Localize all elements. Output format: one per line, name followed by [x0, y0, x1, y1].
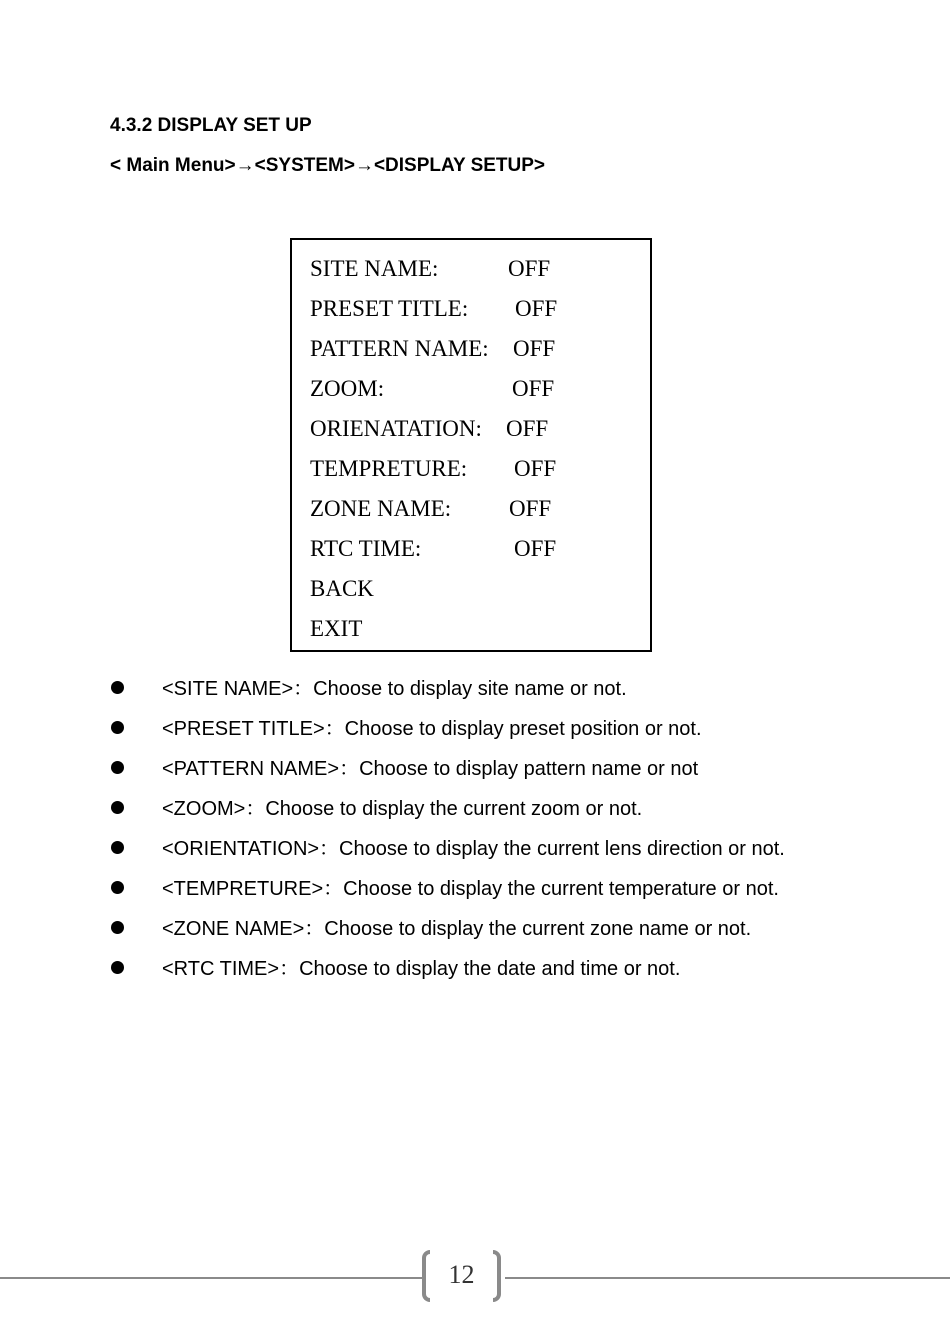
menu-item-label: ZOOM: — [310, 376, 385, 401]
menu-item-label: ZONE NAME: — [310, 496, 452, 521]
menu-item-label: RTC TIME: — [310, 536, 422, 561]
section-title: 4.3.2 DISPLAY SET UP — [110, 115, 312, 136]
menu-item-label: SITE NAME: — [310, 256, 439, 281]
list-item-text: <ZOOM>：Choose to display the current zoom or not. — [162, 798, 643, 820]
menu-item-label: TEMPRETURE: — [310, 456, 468, 481]
list-item — [0, 872, 950, 912]
menu-item-label: BACK — [310, 576, 374, 601]
menu-item-value: OFF — [514, 456, 557, 481]
page-number: 12 — [448, 1260, 475, 1289]
right-bracket-icon — [493, 1250, 501, 1302]
bullet-icon — [111, 841, 124, 854]
list-item-text: <ORIENTATION>：Choose to display the current lens direction or not. — [162, 838, 785, 860]
footer-rule-right — [505, 1277, 950, 1279]
list-item — [0, 912, 950, 952]
display-setup-menu — [290, 238, 652, 652]
bullet-icon — [111, 801, 124, 814]
menu-item-label: EXIT — [310, 616, 363, 641]
menu-item-value: OFF — [509, 496, 552, 521]
left-bracket-icon — [422, 1250, 430, 1302]
menu-item-value: OFF — [512, 376, 555, 401]
footer-rule-left — [0, 1277, 422, 1279]
list-item — [0, 832, 950, 872]
list-item — [0, 952, 950, 992]
list-item — [0, 792, 950, 832]
menu-item-value: OFF — [515, 296, 558, 321]
list-item-text: <PATTERN NAME>：Choose to display pattern name or not — [162, 758, 699, 780]
menu-item-label: PATTERN NAME: — [310, 336, 489, 361]
menu-item-value: OFF — [506, 416, 549, 441]
bullet-icon — [111, 921, 124, 934]
list-item — [0, 752, 950, 792]
list-item-text: <RTC TIME>：Choose to display the date and time or not. — [162, 958, 681, 980]
bullet-icon — [111, 681, 124, 694]
menu-item-value: OFF — [508, 256, 551, 281]
bullet-icon — [111, 721, 124, 734]
bullet-icon — [111, 761, 124, 774]
menu-item-value: OFF — [514, 536, 557, 561]
list-item — [0, 712, 950, 752]
breadcrumb: < Main Menu>→<SYSTEM>→<DISPLAY SETUP> — [110, 155, 546, 176]
list-item-text: <PRESET TITLE>：Choose to display preset position or not. — [162, 718, 702, 740]
list-item-text: <SITE NAME>：Choose to display site name or not. — [162, 678, 627, 700]
list-item-text: <TEMPRETURE>：Choose to display the current temperature or not. — [162, 878, 779, 900]
menu-item-label: ORIENATATION: — [310, 416, 482, 441]
menu-item-value: OFF — [513, 336, 556, 361]
bullet-icon — [111, 881, 124, 894]
menu-item-label: PRESET TITLE: — [310, 296, 469, 321]
bullet-icon — [111, 961, 124, 974]
list-item — [0, 672, 950, 712]
list-item-text: <ZONE NAME>：Choose to display the current zone name or not. — [162, 918, 752, 940]
